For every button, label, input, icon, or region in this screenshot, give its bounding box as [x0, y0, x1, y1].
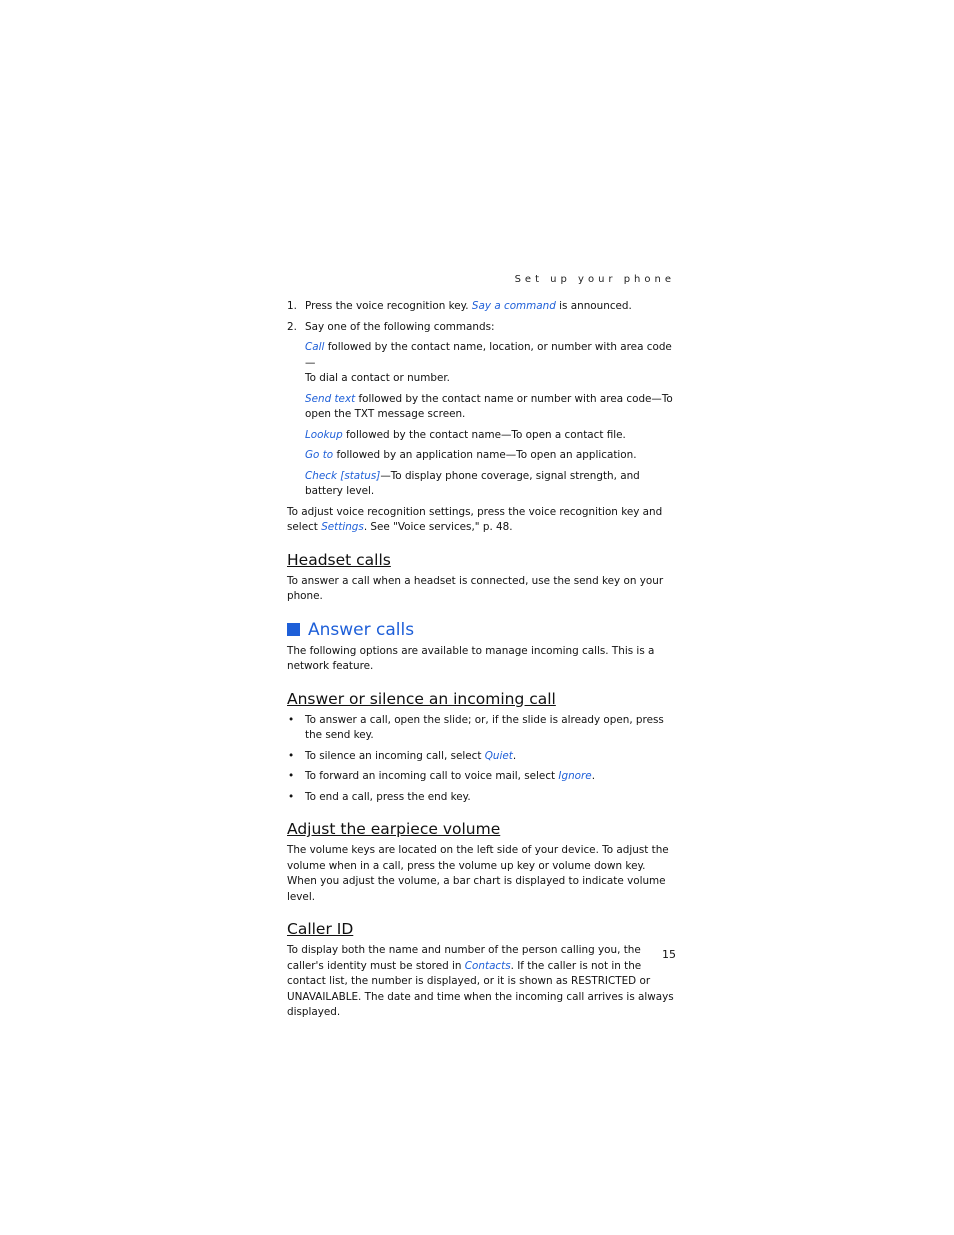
bullet-dot: •	[288, 749, 295, 762]
quiet-term: Quiet	[484, 749, 513, 762]
step-text: Press the voice recognition key.	[305, 300, 472, 312]
bullet-dot: •	[288, 713, 295, 726]
command-go-to	[305, 448, 677, 464]
command-description: followed by the contact name, location, or number with area code—	[305, 341, 672, 369]
command-term: Call	[305, 341, 325, 353]
step-text-end: is announced.	[555, 300, 632, 312]
command-lookup	[305, 428, 677, 444]
step-text: Say one of the following commands:	[305, 320, 495, 333]
bullet-text: To end a call, press the end key.	[305, 790, 471, 803]
earpiece-heading: Adjust the earpiece volume	[287, 820, 501, 838]
intro-line1: The following options are available to manage incoming calls. This is a	[287, 644, 655, 657]
section-square-icon	[287, 623, 300, 636]
paragraph-text: To display both the name and number of the person calling you, the caller's identity must be stored in	[287, 944, 641, 972]
command-term: Send text	[305, 392, 356, 405]
step-2	[287, 320, 677, 336]
bullet-forward	[287, 769, 677, 785]
bullet-text-end: .	[512, 749, 517, 762]
bullet-dot: •	[288, 790, 295, 803]
bullet-text: To forward an incoming call to voice mail, select	[305, 770, 559, 782]
paragraph-text: To adjust voice recognition settings, press the voice recognition key and select	[287, 505, 663, 533]
settings-term: Settings	[321, 521, 364, 533]
command-description: followed by the contact name—To open a contact file.	[342, 428, 626, 441]
bullet-text: To answer a call, open the slide; or, if the slide is already open, press the send key.	[305, 713, 664, 741]
contacts-term: Contacts	[464, 959, 511, 972]
intro-line2: network feature.	[287, 660, 374, 672]
command-description: followed by an application name—To open an application.	[333, 449, 637, 461]
bullet-text: To silence an incoming call, select	[305, 749, 485, 762]
command-call	[305, 340, 677, 387]
bullet-dot: •	[288, 770, 295, 782]
bullet-silence	[287, 749, 677, 765]
ignore-term: Ignore	[558, 770, 592, 782]
step-1	[287, 299, 677, 315]
answer-calls-intro	[287, 644, 677, 675]
command-send-text	[305, 392, 677, 423]
command-check-status	[305, 469, 677, 500]
page-number: 15	[662, 948, 676, 961]
bullet-text-end: .	[591, 770, 596, 782]
paragraph-text-end: . If the caller is not in the contact list, the number is displayed, or it is shown as RESTRICTED or UNAVAILABLE. The date and time when the incoming call arrives is always displayed.	[287, 959, 674, 1018]
bullet-answer	[287, 713, 677, 744]
page-content	[287, 299, 677, 1027]
command-description: followed by the contact name or number with area code—To open the TXT message screen.	[305, 392, 673, 420]
say-command-term: Say a command	[471, 300, 556, 312]
command-description-line2: To dial a contact or number.	[305, 372, 450, 384]
command-description: —To display phone coverage, signal strength, and battery level.	[305, 469, 640, 497]
bullet-end-call	[287, 790, 677, 806]
command-term: Check [status]	[305, 469, 381, 482]
adjust-voice-paragraph	[287, 505, 677, 536]
running-header: Set up your phone	[514, 274, 675, 285]
earpiece-text: The volume keys are located on the left side of your device. To adjust the volume when in a call, press the volume up key or volume down key. When you adjust the volume, a bar chart is displayed to indicate volume level.	[287, 844, 669, 903]
step-number: 2.	[287, 320, 297, 333]
answer-calls-title: Answer calls	[308, 619, 415, 640]
answer-silence-heading: Answer or silence an incoming call	[287, 689, 556, 708]
caller-id-heading: Caller ID	[287, 920, 354, 938]
answer-calls-heading	[287, 619, 677, 641]
headset-calls-text: To answer a call when a headset is connected, use the send key on your phone.	[287, 574, 664, 602]
command-term: Lookup	[305, 428, 343, 441]
paragraph-text-end: . See "Voice services," p. 48.	[363, 521, 513, 533]
command-term: Go to	[305, 449, 334, 461]
headset-calls-heading: Headset calls	[287, 550, 391, 569]
step-number: 1.	[287, 300, 297, 312]
